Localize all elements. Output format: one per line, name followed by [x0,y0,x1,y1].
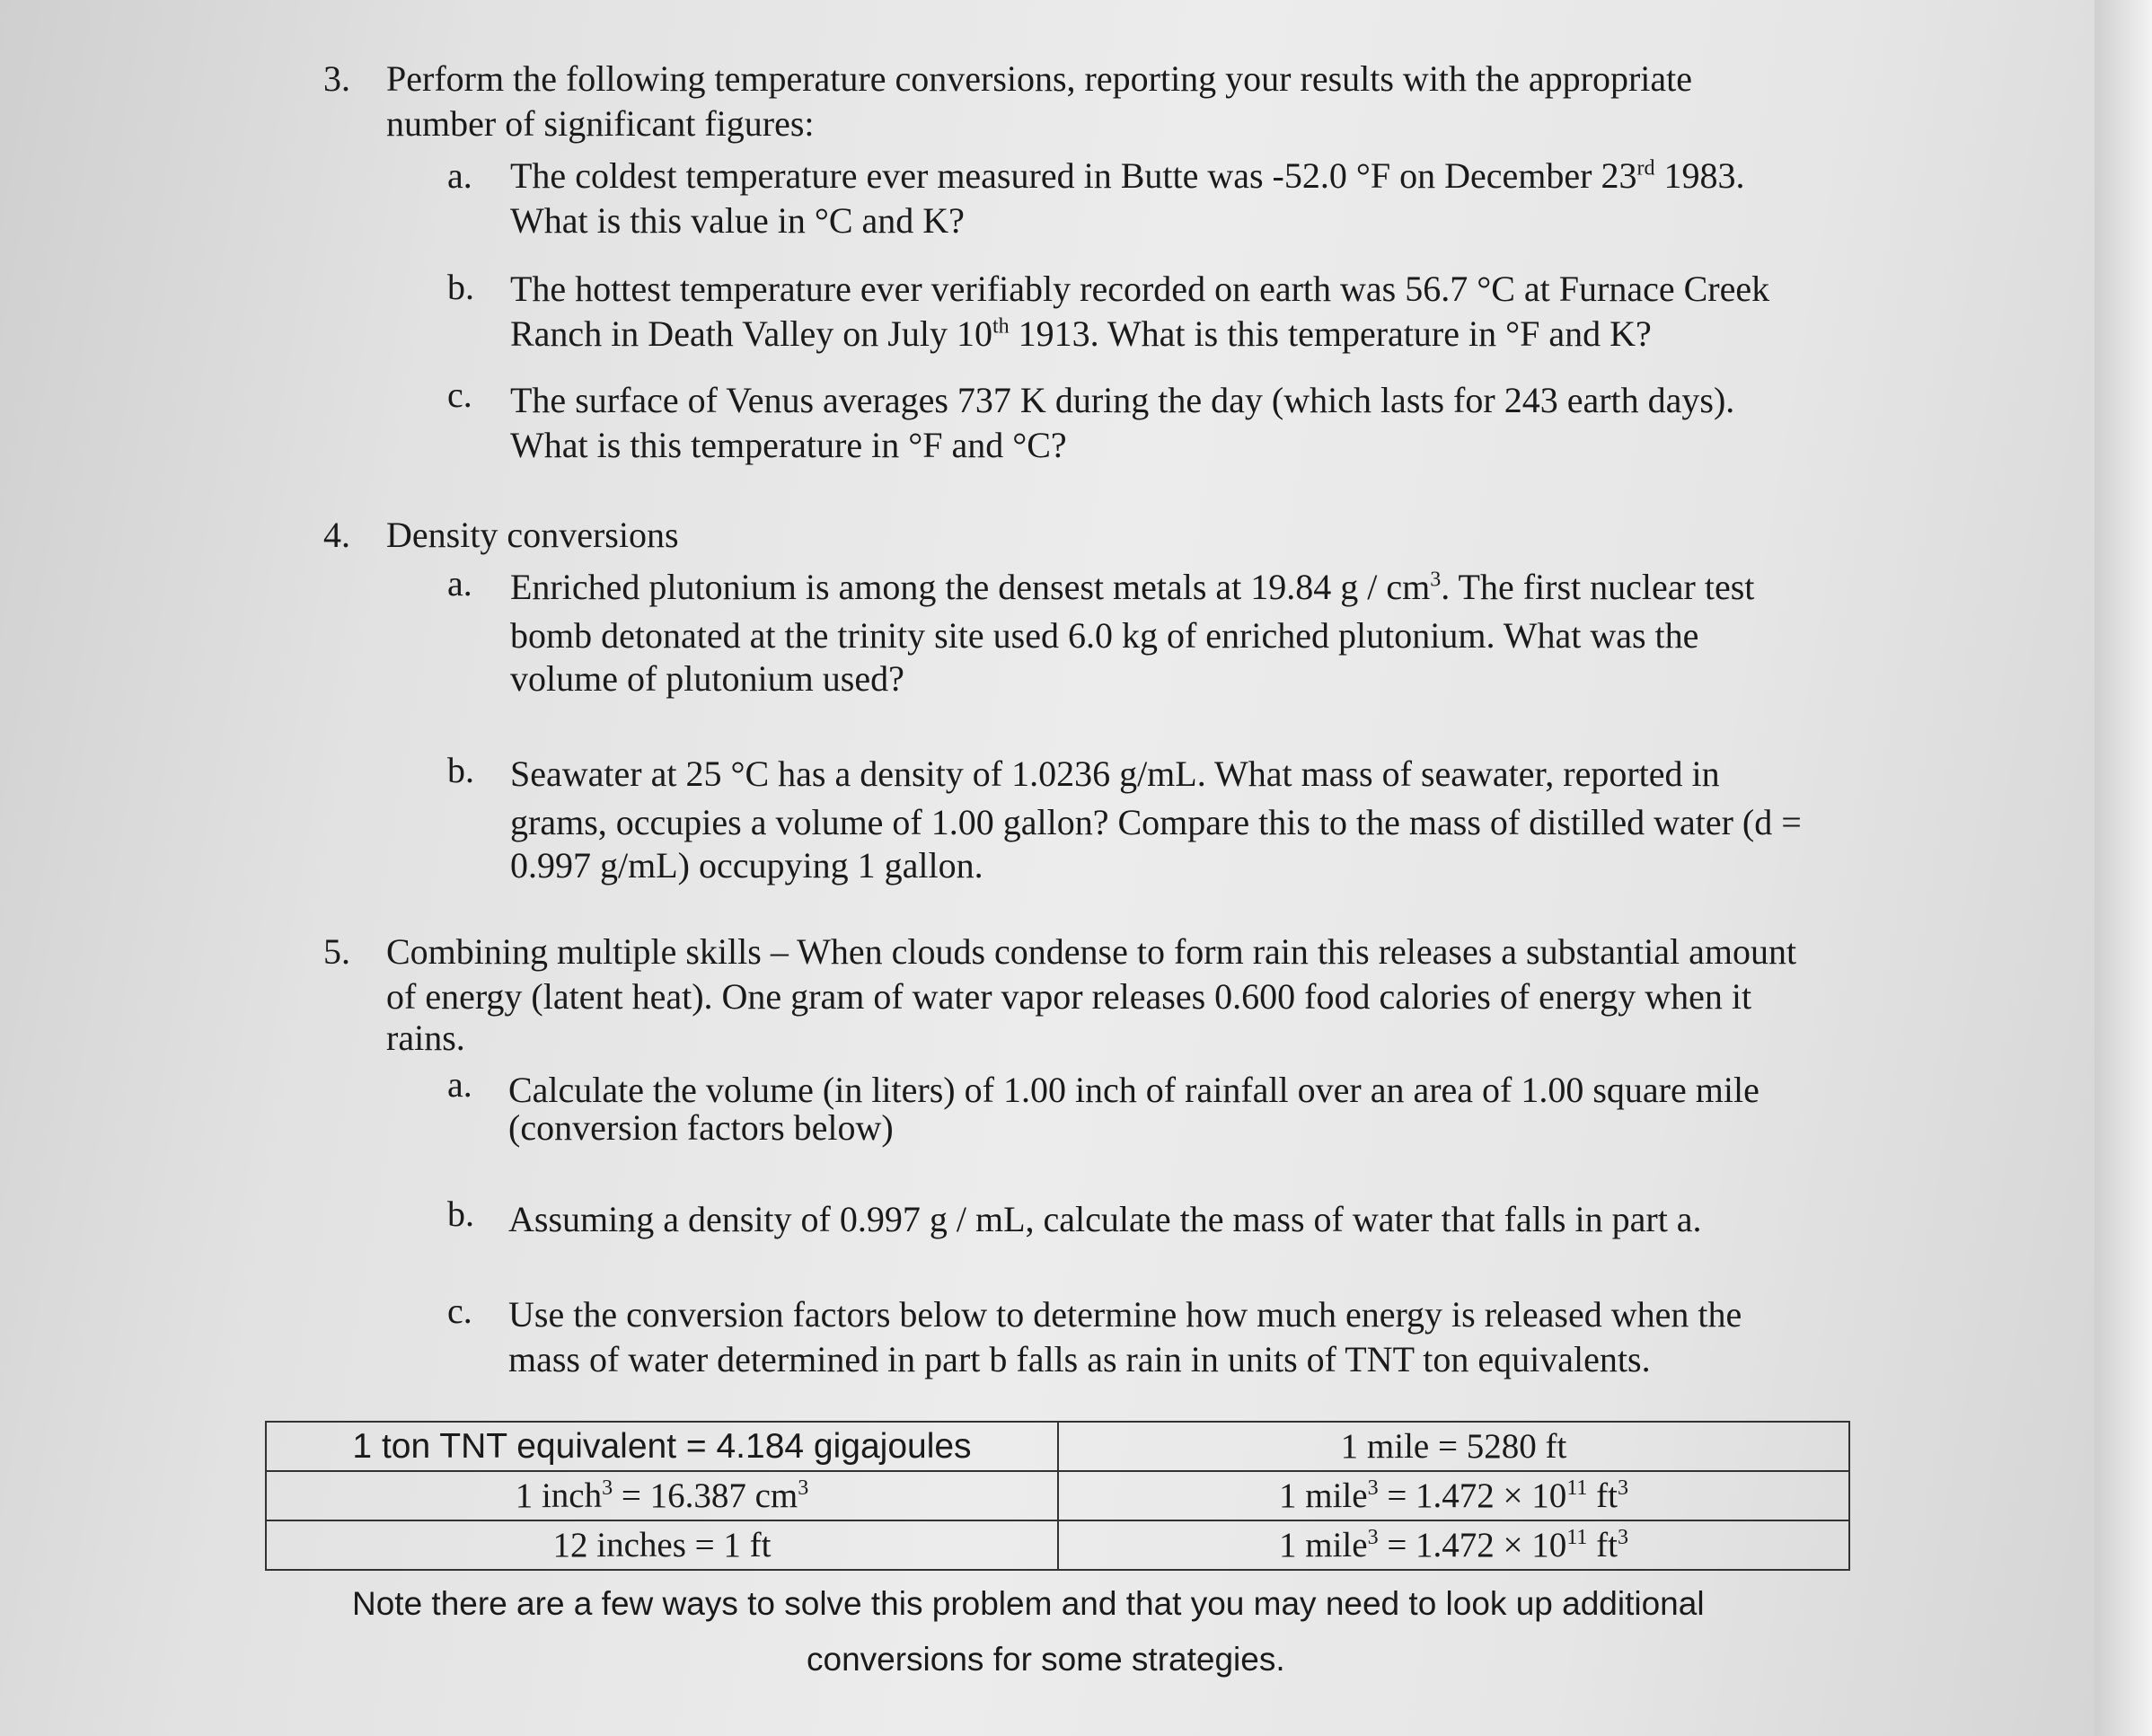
part-text: bomb detonated at the trinity site used 6.0 kg of enriched plutonium. What was the [510,615,1699,656]
conversion-table [265,1421,1850,1571]
part-text: Ranch in Death Valley on July 10th 1913. What is this temperature in °F and K? [510,313,1652,354]
part-letter: c. [447,375,472,415]
question-text: rains. [386,1018,465,1058]
part-text: Use the conversion factors below to determine how much energy is released when the [508,1294,1742,1335]
question-text: of energy (latent heat). One gram of water vapor releases 0.600 food calories of energy when it [386,976,1752,1017]
table-cell: 12 inches = 1 ft [266,1520,1058,1570]
part-letter: a. [447,563,472,604]
question-text: Density conversions [386,515,679,555]
table-cell: 1 mile$^3$ = $1.472 \times 10^{11}$ $ft^3$ [1058,1520,1849,1570]
table-cell: 1 inch$^3$ = 16.387 $cm^3$ [266,1471,1058,1520]
part-text: The hottest temperature ever verifiably recorded on earth was 56.7 °C at Furnace Creek [510,269,1770,309]
part-letter: b. [447,1194,474,1234]
page-edge-shadow [2095,0,2152,1736]
part-letter: b. [447,267,474,307]
part-text: mass of water determined in part b falls as rain in units of TNT ton equivalents. [508,1339,1651,1379]
part-letter: c. [447,1291,472,1331]
part-text: What is this temperature in °F and °C? [510,425,1067,465]
question-number: 5. [323,931,350,972]
part-text: Calculate the volume (in liters) of 1.00 inch of rainfall over an area of 1.00 square mile [508,1070,1760,1110]
part-text: Assuming a density of 0.997 g / mL, calculate the mass of water that falls in part a. [508,1199,1702,1239]
part-letter: b. [447,750,474,790]
part-letter: a. [447,1064,472,1105]
question-text: Perform the following temperature conversions, reporting your results with the appropriate [386,58,1693,99]
question-number: 3. [323,58,350,99]
table-row [266,1471,1849,1520]
part-text: The coldest temperature ever measured in Butte was -52.0 °F on December 23rd 1983. [510,155,1745,196]
table-row [266,1422,1849,1471]
part-text: What is this value in °C and K? [510,200,965,241]
question-text: number of significant figures: [386,103,815,144]
part-text: volume of plutonium used? [510,658,904,699]
part-text: (conversion factors below) [508,1107,894,1148]
table-row [266,1520,1849,1570]
question-text: Combining multiple skills – When clouds condense to form rain this releases a substantial amount [386,931,1797,972]
table-cell: 1 ton TNT equivalent = 4.184 gigajoules [266,1422,1058,1471]
table-cell: 1 mile = 5280 ft [1058,1422,1849,1471]
part-text: The surface of Venus averages 737 K during the day (which lasts for 243 earth days). [510,380,1735,420]
note-text: conversions for some strategies. [807,1641,1285,1678]
question-number: 4. [323,515,350,555]
note-text: Note there are a few ways to solve this problem and that you may need to look up additional [352,1585,1705,1622]
part-letter: a. [447,155,472,196]
part-text: grams, occupies a volume of 1.00 gallon? Compare this to the mass of distilled water (d = [510,802,1802,842]
part-text: Seawater at 25 °C has a density of 1.0236 g/mL. What mass of seawater, reported in [510,753,1720,794]
table-cell: 1 mile$^3$ = $1.472 \times 10^{11}$ $ft^3$ [1058,1471,1849,1520]
part-text: 0.997 g/mL) occupying 1 gallon. [510,845,983,886]
part-text: Enriched plutonium is among the densest metals at 19.84 g / $cm^3$. The first nuclear test [510,567,1755,607]
